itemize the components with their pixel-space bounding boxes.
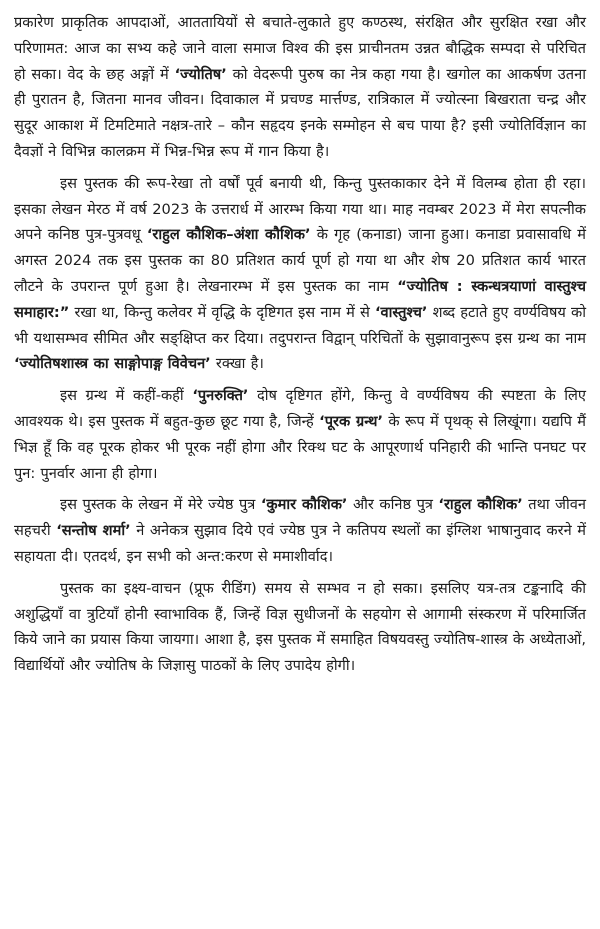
name-rahul-kaushik: ‘राहुल कौशिक’ [438,496,523,514]
text-segment: रखा था, किन्तु कलेवर में वृद्धि के दृष्टिगत इस नाम में से [69,303,375,321]
text-segment: के रूप में पृथक् से लिखूंगा। यद्यपि मैं भिज्ञ हूँ कि वह पूरक होकर भी पूरक नहीं होगा और रिक्थ घट के आपूरणार्थ पनिहारी की भान्ति पनघट पर पुन: पुनर्वार आना ही होगा। [14,412,586,482]
text-segment: के गृह (कनाडा) जाना हुआ। कनाडा प्रवासावधि में अगस्त 2024 तक इस पुस्तक का 80 प्रतिशत कार्य पूर्ण हो गया था और शेष 20 प्रतिशत कार्य भारत लौटने के उपरान्त पूर्ण हुआ है। लेखनारम्भ में इस पुस्तक का नाम [14,226,587,295]
text-segment: इस ग्रन्थ में कहीं-कहीं [60,387,193,405]
text-segment: को वेदरूपी पुरुष का नेत्र कहा गया है। खगोल का आकर्षण उतना ही पुरातन है, जितना मानव जीवन। दिवाकाल में प्रचण्ड मार्त्तण्ड, रात्रिकाल में ज्योत्स्ना बिखराता चन्द्र और सुदूर आकाश में टिमटिमाते नक्षत्र-तारे – कौन सहृदय इनके सम्मोहन से बच पाया है? इसी ज्योतिर्विज्ञान का दैवज्ञों ने विभिन्न कालक्रम में भिन्न-भिन्न रूप में गान किया है। [14,65,586,160]
name-santosh-sharma: ‘सन्तोष शर्मा’ [56,522,131,540]
text-segment: रक्खा है। [210,355,264,373]
paragraph-4 [14,492,586,569]
text-segment: दोष दृष्टिगत होंगे, किन्तु वे वर्ण्यविषय की स्पष्टता के लिए आवश्यक थे। इस पुस्तक में बहुत-कुछ छूट गया है, जिन्हें [14,387,586,430]
term-vastushcha: ‘वास्तुश्च’ [374,303,428,321]
text-segment: तथा जीवन सहचरी [14,496,586,540]
paragraph-2 [14,171,586,377]
text-segment: प्रकारेण प्राकृतिक आपदाओं, आततायियों से बचाते-लुकाते हुए कण्ठस्थ, संरक्षित और सुरक्षित रखा और परिणामत: आज का सभ्य कहे जाने वाला समाज विश्व की इस प्राचीनतम उन्नत बौद्धिक सम्पदा से परिचित हो सका। वेद के छह अङ्गों में [14,14,586,83]
text-segment: इस पुस्तक की रूप-रेखा तो वर्षों पूर्व बनायी थी, किन्तु पुस्तकाकार देने में विलम्ब होता ही रहा। इसका लेखन मेरठ में वर्ष 2023 के उत्तरार्ध में आरम्भ किया गया था। माह नवम्बर 2023 में मेरा सपत्नीक अपने कनिष्ठ पुत्र-पुत्रवधू [14,174,586,244]
term-jyotish: ‘ज्योतिष’ [174,65,227,83]
paragraph-3 [14,383,586,486]
paragraph-1 [14,10,586,165]
paragraph-5 [14,576,586,679]
text-segment: ने अनेकत्र सुझाव दिये एवं ज्येष्ठ पुत्र ने कतिपय स्थलों का इंग्लिश भाषानुवाद करने में सहायता दी। एतदर्थ, इन सभी को अन्त:करण से ममाशीर्वाद। [14,522,586,565]
name-kumar-kaushik: ‘कुमार कौशिक’ [260,496,348,514]
text-segment: शब्द हटाते हुए वर्ण्यविषय को भी यथासम्भव सीमित और सङ्क्षिप्त कर दिया। तदुपरान्त विद्वान् परिचितों के सुझावानुरूप इस ग्रन्थ का नाम [14,303,587,347]
text-segment: पुस्तक का इक्ष्य-वाचन (प्रूफ रीडिंग) समय से सम्भव न हो सका। इसलिए यत्र-तत्र टङ्कनादि की अशुद्धियाँ वा त्रुटियाँ होनी स्वाभाविक हैं, जिन्हें विज्ञ सुधीजनों के सहयोग से आगामी संस्करण में परिमार्जित किये जाने का प्रयास किया जायगा। आशा है, इस पुस्तक में समाहित विषयवस्तु ज्योतिष-शास्त्र के अध्येताओं, विद्यार्थियों और ज्योतिष के जिज्ञासु पाठकों के लिए उपादेय होगी। [14,579,586,675]
term-purak-granth: ‘पूरक ग्रन्थ’ [319,412,384,430]
original-book-title: “ज्योतिष : स्कन्धत्रयाणां वास्तुश्च समाहार:” [14,277,586,321]
text-segment: इस पुस्तक के लेखन में मेरे ज्येष्ठ पुत्र [60,496,261,514]
term-punarukti: ‘पुनरुक्ति’ [192,387,249,405]
final-book-title: ‘ज्योतिषशास्त्र का साङ्गोपाङ्ग विवेचन’ [14,355,211,373]
text-segment: और कनिष्ठ पुत्र [347,496,439,514]
names-son-daughter-in-law: ‘राहुल कौशिक–अंशा कौशिक’ [146,226,311,244]
